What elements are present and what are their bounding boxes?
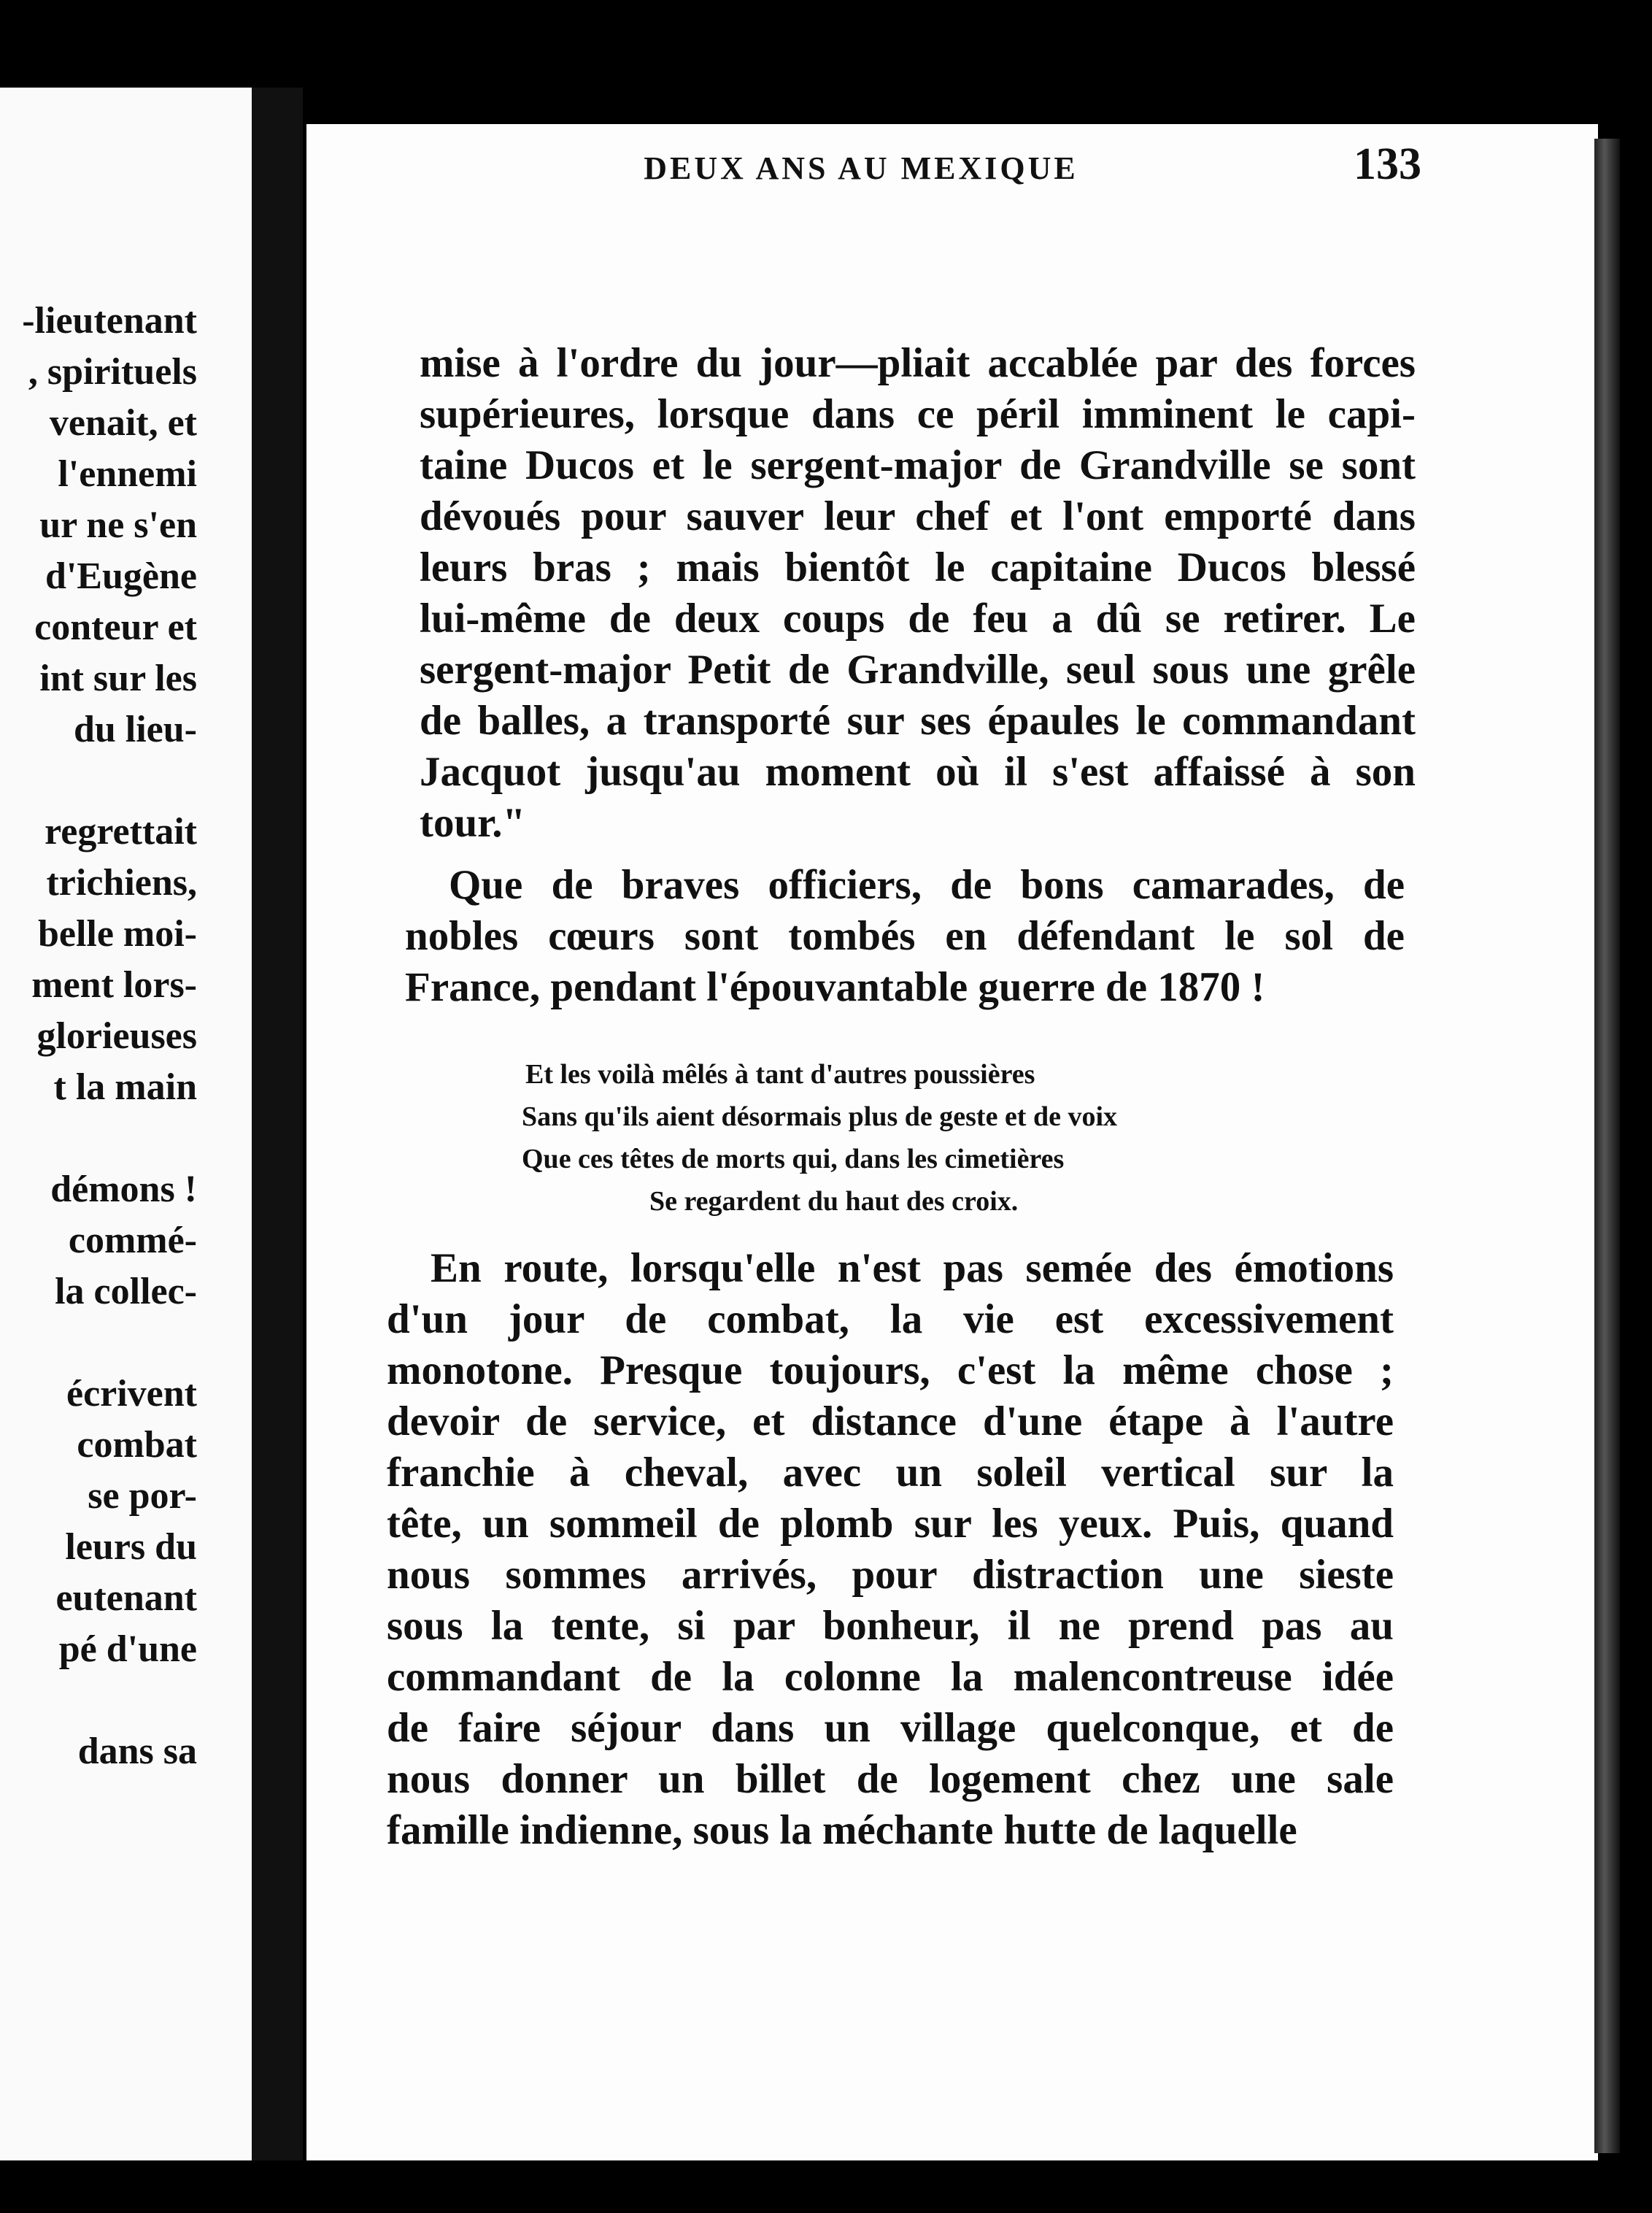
left-page-line: conteur et [34,607,197,648]
text-line: dévoués pour sauver leur chef et l'ont emporté dans [420,493,1416,539]
text-line: famille indienne, sous la méchante hutte de laquelle [387,1807,1297,1853]
verse-line: Se regardent du haut des croix. [649,1186,1019,1217]
left-page-line: pé d'une [58,1628,197,1670]
left-page-line: -lieutenant [22,300,197,342]
left-page-line: d'Eugène [45,555,197,597]
left-page-line: écrivent [66,1373,197,1415]
text-line: Jacquot jusqu'au moment où il s'est affaissé à son [420,749,1416,795]
text-line: sergent-major Petit de Grandville, seul sous une grêle [420,647,1416,693]
left-page-line: ur ne s'en [39,504,197,546]
text-line: mise à l'ordre du jour—pliait accablée par des forces [420,340,1416,386]
text-line: franchie à cheval, avec un soleil vertical sur la [387,1450,1394,1496]
left-page-line: int sur les [39,658,197,699]
left-page-line: la collec- [55,1271,197,1312]
left-page-line: belle moi- [37,913,197,955]
left-page-line: l'ennemi [58,453,197,495]
text-line: supérieures, lorsque dans ce péril imminent le capi- [420,391,1416,437]
running-header: DEUX ANS AU MEXIQUE [644,150,1078,186]
text-line: En route, lorsqu'elle n'est pas semée des émotions [431,1245,1394,1291]
left-page-line: t la main [53,1066,197,1108]
text-line: commandant de la colonne la malencontreuse idée [387,1654,1394,1700]
text-line: tour." [420,800,526,846]
text-line: nous donner un billet de logement chez une sale [387,1756,1394,1802]
text-line: sous la tente, si par bonheur, il ne prend pas au [387,1603,1394,1649]
left-page-line: eutenant [55,1577,197,1619]
left-page-line: regrettait [45,811,197,853]
page-edge [1594,139,1620,2153]
text-line: leurs bras ; mais bientôt le capitaine Ducos blessé [420,544,1416,590]
text-line: de faire séjour dans un village quelconque, et de [387,1705,1394,1751]
text-line: de balles, a transporté sur ses épaules le commandant [420,698,1416,744]
left-page-line: se por- [88,1475,197,1517]
left-page-line: du lieu- [73,709,197,750]
verse-line: Sans qu'ils aient désormais plus de geste et de voix [522,1101,1118,1132]
text-line: devoir de service, et distance d'une étape à l'autre [387,1398,1394,1444]
left-page-line: dans sa [77,1731,197,1772]
page-number: 133 [1354,139,1421,189]
text-line: lui-même de deux coups de feu a dû se retirer. Le [420,596,1416,642]
text-line: monotone. Presque toujours, c'est la même chose ; [387,1347,1394,1393]
text-line: France, pendant l'épouvantable guerre de 1870 ! [405,964,1265,1010]
text-line: nous sommes arrivés, pour distraction une sieste [387,1552,1394,1598]
book-gutter [252,88,303,2160]
text-line: taine Ducos et le sergent-major de Grandville se sont [420,442,1416,488]
left-page-line: trichiens, [46,862,197,904]
verse-line: Que ces têtes de morts qui, dans les cimetières [522,1144,1065,1174]
text-line: nobles cœurs sont tombés en défendant le sol de [405,913,1405,959]
verse-line: Et les voilà mêlés à tant d'autres poussières [525,1059,1035,1090]
text-line: d'un jour de combat, la vie est excessivement [387,1296,1394,1342]
left-page-line: venait, et [49,402,197,444]
left-page-line: ment lors- [31,964,197,1006]
left-page-line: combat [77,1424,197,1466]
left-page-line: leurs du [65,1526,197,1568]
left-page-line: glorieuses [36,1015,197,1057]
text-line: Que de braves officiers, de bons camarades, de [449,862,1405,908]
text-line: tête, un sommeil de plomb sur les yeux. Puis, quand [387,1501,1394,1547]
left-page-line: démons ! [50,1169,197,1210]
left-page-line: commé- [68,1220,197,1261]
left-page-line: , spirituels [28,351,197,393]
